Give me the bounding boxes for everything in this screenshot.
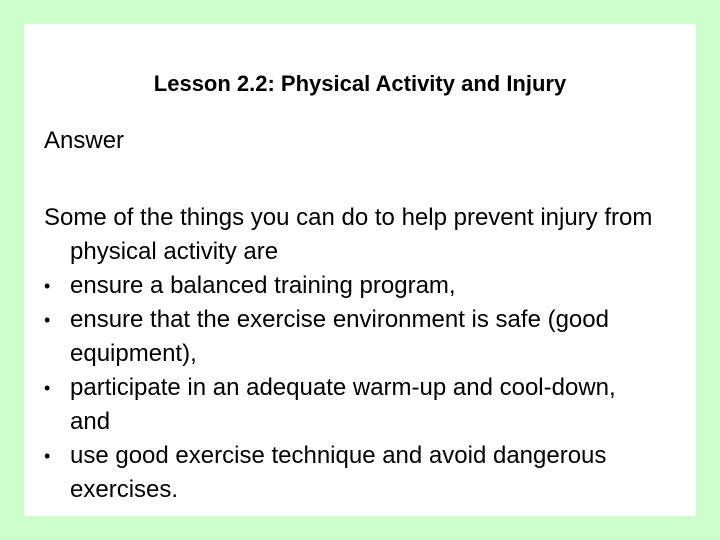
bullet-icon: • xyxy=(44,378,51,398)
slide-body xyxy=(44,201,654,507)
bullet-text: use good exercise technique and avoid dangerous exercises. xyxy=(70,442,607,503)
bullet-text: ensure that the exercise environment is safe (good equipment), xyxy=(70,306,609,367)
bullet-icon: • xyxy=(44,310,51,330)
bullet-item xyxy=(44,371,654,439)
intro-text: Some of the things you can do to help prevent injury from physical activity are xyxy=(44,204,653,265)
bullet-item xyxy=(44,439,654,507)
bullet-icon: • xyxy=(44,446,51,466)
bullet-item xyxy=(44,269,654,303)
bullet-item xyxy=(44,303,654,371)
bullet-icon: • xyxy=(44,276,51,296)
bullet-text: ensure a balanced training program, xyxy=(70,272,456,299)
slide-title: Lesson 2.2: Physical Activity and Injury xyxy=(153,71,567,96)
bullet-text: participate in an adequate warm-up and cool-down, and xyxy=(70,374,616,435)
bullet-list xyxy=(44,269,654,507)
answer-label: Answer xyxy=(44,127,125,154)
slide-panel xyxy=(24,24,696,516)
